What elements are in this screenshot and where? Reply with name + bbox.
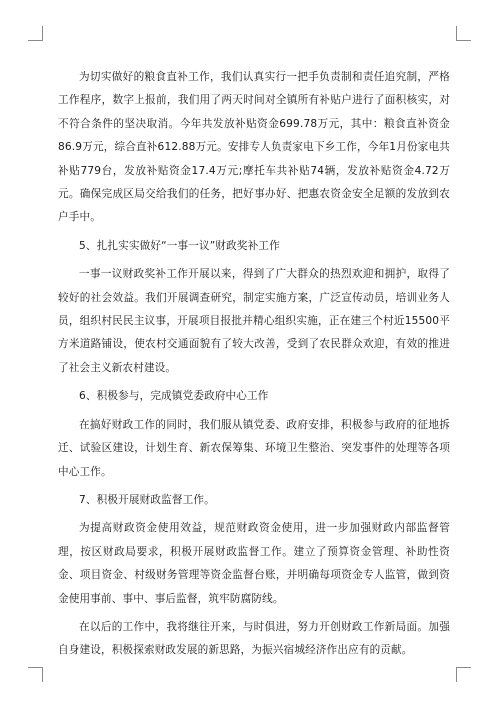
crop-mark-top-right (456, 26, 471, 41)
paragraph-one-matter-one-discussion: 一事一议财政奖补工作开展以来，得到了广大群众的热烈欢迎和拥护，取得了较好的社会效益。我们开展调查研究，制定实施方案，广泛宣传动员，培训业务人员，组织村民民主议事，开展项目报批并精心组织实施，正在建三个村近15500平方米道路铺设，使农村交通面貌有了较大改善，受到了农民群众欢迎，有效的推进了社会主义新农村建设。 (58, 268, 450, 374)
heading-section-6: 6、积极参与，完成镇党委政府中心工作 (79, 390, 269, 403)
document-body (58, 66, 450, 663)
heading-section-5: 5、扎扎实实做好“一事一议”财政奖补工作 (79, 239, 280, 252)
crop-mark-top-left (28, 26, 43, 41)
heading-section-7: 7、积极开展财政监督工作。 (79, 493, 215, 506)
crop-mark-bottom-left (28, 667, 43, 682)
paragraph-fiscal-supervision: 为提高财政资金使用效益，规范财政资金使用，进一步加强财政内部监督管理，按区财政局要求，积极开展财政监督工作。建立了预算资金管理、补助性资金、项目资金、村级财务管理等资金监督台账，并明确每项资金专人监管，做到资金使用事前、事中、事后监督，筑牢防腐防线。 (58, 522, 450, 605)
paragraph-central-work: 在搞好财政工作的同时，我们服从镇党委、政府安排，积极参与政府的征地拆迁、试验区建设，计划生育、新农保筹集、环境卫生整治、突发事件的处理等各项中心工作。 (58, 418, 450, 478)
paragraph-closing: 在以后的工作中，我将继往开来，与时俱进，努力开创财政工作新局面。加强自身建设，积极探索财政发展的新思路，为振兴宿城经济作出应有的贡献。 (58, 620, 450, 657)
crop-mark-bottom-right (456, 667, 471, 682)
paragraph-grain-subsidy: 为切实做好的粮食直补工作，我们认真实行一把手负责制和责任追究制，严格工作程序，数字上报前，我们用了两天时间对全镇所有补贴户进行了面积核实，对不符合条件的坚决取消。今年共发放补贴资金699.78万元，其中：粮食直补资金86.9万元，综合直补612.88万元。安排专人负责家电下乡工作，今年1月份家电共补贴779台，发放补贴资金17.4万元;摩托车共补贴74辆，发放补贴资金4.72万元。确保完成区局交给我们的任务，把好事办好、把惠农资金安全足额的发放到农户手中。 (58, 71, 450, 224)
